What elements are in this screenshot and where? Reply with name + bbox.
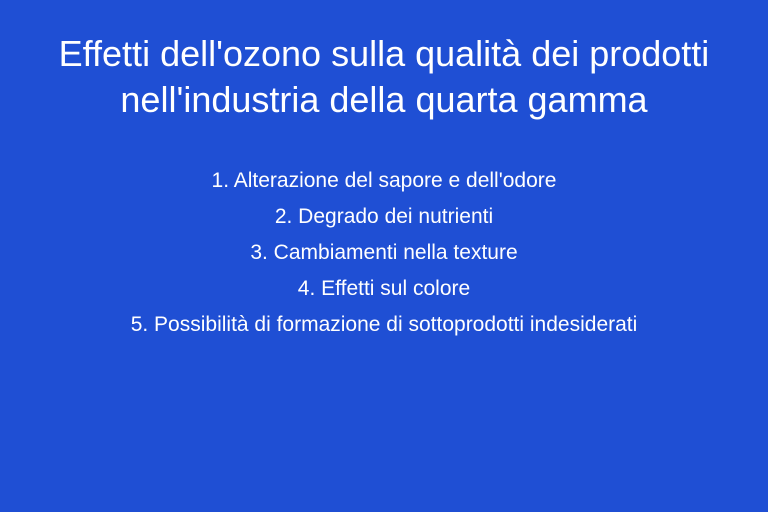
slide-title-line-2: nell'industria della quarta gamma	[120, 79, 648, 120]
list-item: 5. Possibilità di formazione di sottoprodotti indesiderati	[130, 313, 638, 336]
list-item: 3. Cambiamenti nella texture	[250, 241, 518, 264]
list-item: 1. Alterazione del sapore e dell'odore	[211, 169, 557, 192]
list-item: 2. Degrado dei nutrienti	[274, 205, 494, 228]
list-item: 4. Effetti sul colore	[297, 277, 471, 300]
effects-list	[131, 163, 638, 343]
slide-title-line-1: Effetti dell'ozono sulla qualità dei prodotti	[58, 33, 710, 74]
slide-title	[14, 31, 754, 123]
